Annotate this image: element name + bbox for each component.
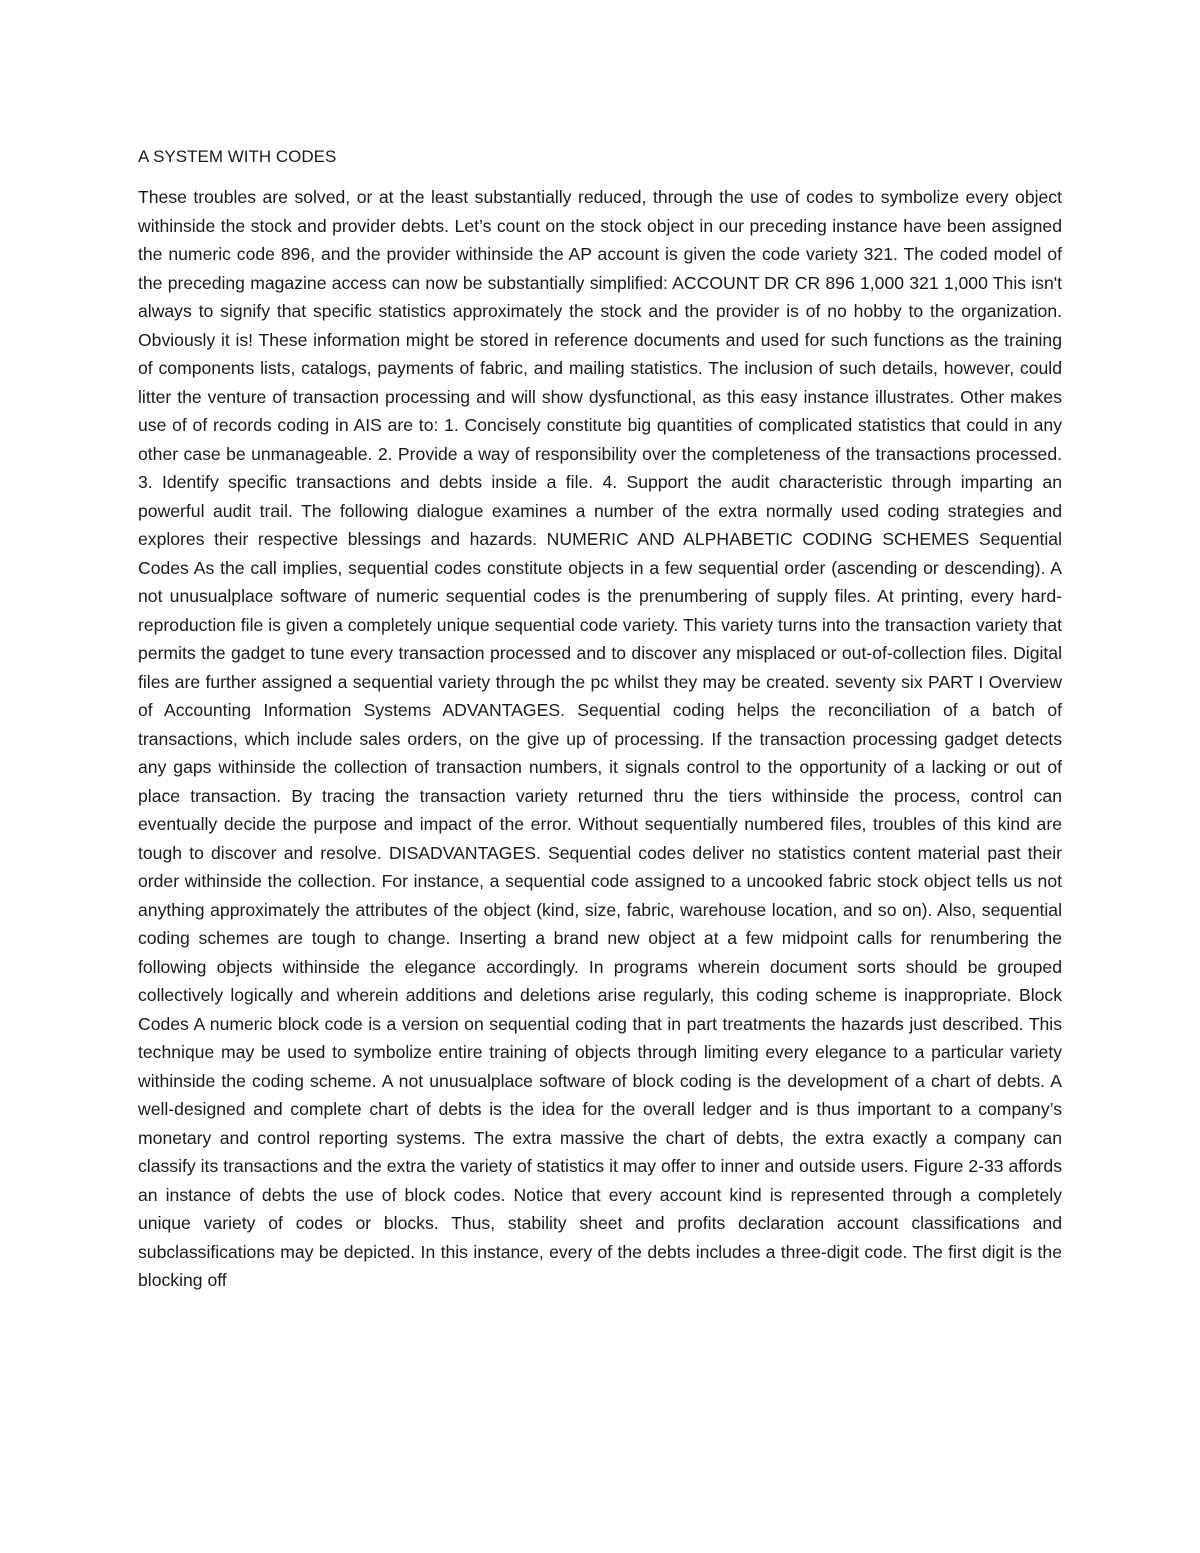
document-title: A SYSTEM WITH CODES	[138, 147, 337, 166]
document-body-paragraph: These troubles are solved, or at the least substantially reduced, through the use of codes to symbolize every object withinside the stock and provider debts. Let’s count on the stock object in our preceding instance have been assigned the numeric code 896, and the provider withinside the AP account is given the code variety 321. The coded model of the preceding magazine access can now be substantially simplified: ACCOUNT DR CR 896 1,000 321 1,000 This isn't always to signify that specific statistics approximately the stock and the provider is of no hobby to the organization. Obviously it is! These information might be stored in reference documents and used for such functions as the training of components lists, catalogs, payments of fabric, and mailing statistics. The inclusion of such details, however, could litter the venture of transaction processing and will show dysfunctional, as this easy instance illustrates. Other makes use of of records coding in AIS are to: 1. Concisely constitute big quantities of complicated statistics that could in any other case be unmanageable. 2. Provide a way of responsibility over the completeness of the transactions processed. 3. Identify specific transactions and debts inside a file. 4. Support the audit characteristic through imparting an powerful audit trail. The following dialogue examines a number of the extra normally used coding strategies and explores their respective blessings and hazards. NUMERIC AND ALPHABETIC CODING SCHEMES Sequential Codes As the call implies, sequential codes constitute objects in a few sequential order (ascending or descending). A not unusualplace software of numeric sequential codes is the prenumbering of supply files. At printing, every hard-reproduction file is given a completely unique sequential code variety. This variety turns into the transaction variety that permits the gadget to tune every transaction processed and to discover any misplaced or out-of-collection files. Digital files are further assigned a sequential variety through the pc whilst they may be created. seventy six PART I Overview of Accounting Information Systems ADVANTAGES. Sequential coding helps the reconciliation of a batch of transactions, which include sales orders, on the give up of processing. If the transaction processing gadget detects any gaps withinside the collection of transaction numbers, it signals control to the opportunity of a lacking or out of place transaction. By tracing the transaction variety returned thru the tiers withinside the process, control can eventually decide the purpose and impact of the error. Without sequentially numbered files, troubles of this kind are tough to discover and resolve. DISADVANTAGES. Sequential codes deliver no statistics content material past their order withinside the collection. For instance, a sequential code assigned to a uncooked fabric stock object tells us not anything approximately the attributes of the object (kind, size, fabric, warehouse location, and so on). Also, sequential coding schemes are tough to change. Inserting a brand new object at a few midpoint calls for renumbering the following objects withinside the elegance accordingly. In programs wherein document sorts should be grouped collectively logically and wherein additions and deletions arise regularly, this coding scheme is inappropriate. Block Codes A numeric block code is a version on sequential coding that in part treatments the hazards just described. This technique may be used to symbolize entire training of objects through limiting every elegance to a particular variety withinside the coding scheme. A not unusualplace software of block coding is the development of a chart of debts. A well-designed and complete chart of debts is the idea for the overall ledger and is thus important to a company’s monetary and control reporting systems. The extra massive the chart of debts, the extra exactly a company can classify its transactions and the extra the variety of statistics it may offer to inner and outside users. Figure 2-33 affords an instance of debts the use of block codes. Notice that every account kind is represented through a completely unique variety of codes or blocks. Thus, stability sheet and profits declaration account classifications and subclassifications may be depicted. In this instance, every of the debts includes a three-digit code. The first digit is the blocking off	[138, 187, 1062, 1290]
